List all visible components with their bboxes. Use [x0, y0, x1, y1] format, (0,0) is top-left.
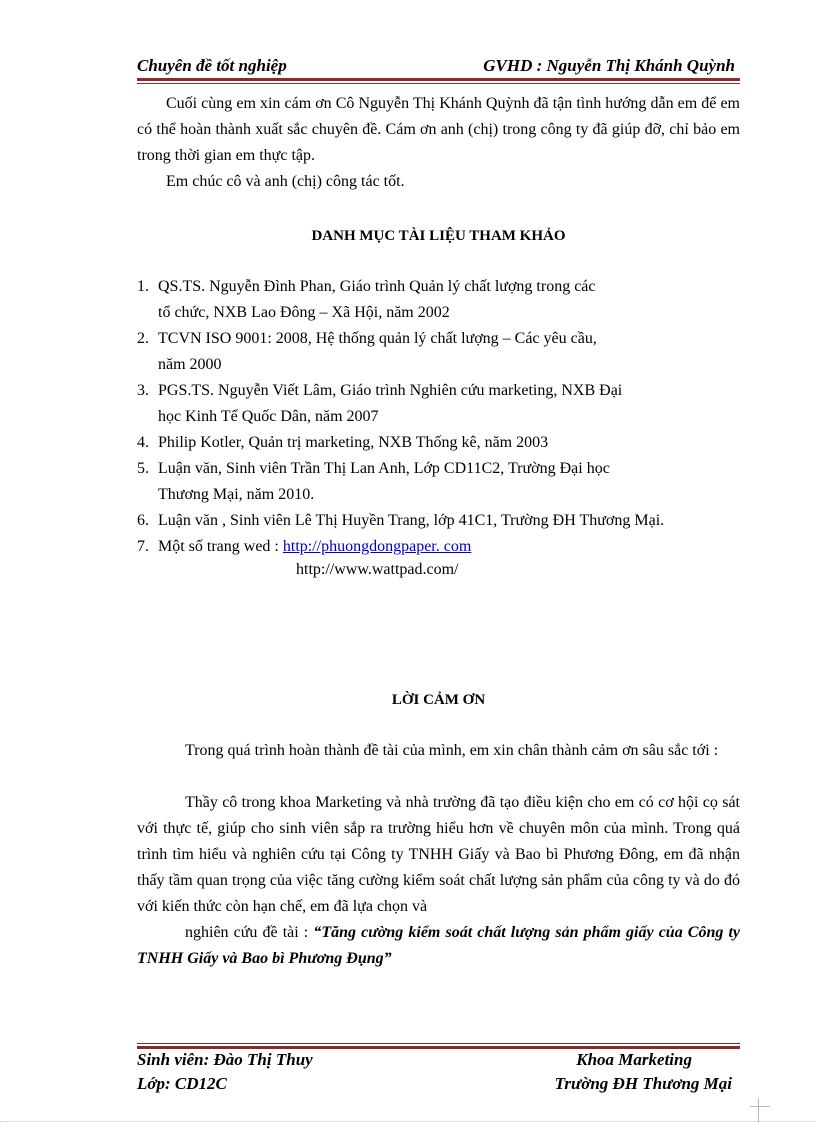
thanks-paragraph-3: nghiên cứu đề tài : “Tăng cường kiểm soát chất lượng sản phẩm giấy của Công ty TNHH Giấy và Bao bì Phương Đụng” [137, 924, 740, 967]
header-rule-thick [137, 78, 740, 81]
header-right: GVHD : Nguyễn Thị Khánh Quỳnh [483, 56, 735, 75]
website-link[interactable]: http://phuongdongpaper. com [282, 538, 472, 555]
reference-item: 5. Luận văn, Sinh viên Trần Thị Lan Anh, Lớp CD11C2, Trường Đại học Thương Mại, năm 2010. [137, 460, 610, 503]
reference-item: 1. QS.TS. Nguyễn Đình Phan, Giáo trình Quản lý chất lượng trong các tổ chức, NXB Lao Đông – Xã Hội, năm 2002 [137, 278, 596, 321]
footer-faculty: Khoa Marketing [576, 1050, 692, 1069]
reference-item: 6. Luận văn , Sinh viên Lê Thị Huyền Trang, lớp 41C1, Trường ĐH Thương Mại. [137, 512, 665, 529]
footer-school: Trường ĐH Thương Mại [554, 1074, 732, 1093]
intro-paragraph-1: Cuối cùng em xin cám ơn Cô Nguyễn Thị Khánh Quỳnh đã tận tình hướng dẫn em để em có thể hoàn thành xuất sắc chuyên đề. Cám ơn anh (chị) trong công ty đã giúp đỡ, chỉ bảo em trong thời gian em thực tập. [137, 95, 740, 164]
page-header [137, 54, 737, 80]
page-bottom-border [0, 1121, 816, 1122]
reference-item: 7. Một số trang wed : http://phuongdongpaper. com [137, 538, 472, 555]
page-corner-mark [750, 1106, 770, 1107]
page-corner-mark [758, 1098, 759, 1122]
header-left: Chuyên đề tốt nghiệp [137, 56, 287, 75]
reference-item: 3. PGS.TS. Nguyễn Viết Lâm, Giáo trình Nghiên cứu marketing, NXB Đại học Kinh Tế Quốc Dân, năm 2007 [137, 382, 623, 425]
reference-item: 2. TCVN ISO 9001: 2008, Hệ thống quản lý chất lượng – Các yêu cầu, năm 2000 [137, 330, 597, 373]
thanks-title: LỜI CẢM ƠN [391, 692, 486, 708]
footer-rule-thick [137, 1046, 740, 1049]
reference-list [137, 274, 747, 560]
reference-item: 4. Philip Kotler, Quản trị marketing, NXB Thống kê, năm 2003 [137, 434, 549, 451]
footer-rule-thin [137, 1043, 740, 1044]
references-title: DANH MỤC TÀI LIỆU THAM KHẢO [311, 228, 566, 244]
header-rule-thin [137, 83, 740, 84]
footer-student: Sinh viên: Đào Thị Thuy [137, 1050, 313, 1069]
footer-class: Lớp: CD12C [137, 1074, 227, 1093]
thanks-paragraph-1: Trong quá trình hoàn thành đề tài của mình, em xin chân thành cảm ơn sâu sắc tới : [185, 742, 719, 759]
thesis-title: “Tăng cường kiểm soát chất lượng sản phẩm giấy của Công ty TNHH Giấy và Bao bì Phương Đụng” [137, 924, 740, 967]
thanks-paragraph-2: Thầy cô trong khoa Marketing và nhà trường đã tạo điều kiện cho em có cơ hội cọ sát với thực tế, giúp cho sinh viên sắp ra trường hiểu hơn về chuyên môn của mình. Trong quá trình tìm hiểu và nghiên cứu tại Công ty TNHH Giấy và Bao bì Phương Đông, em đã nhận thấy tầm quan trọng của việc tăng cường kiểm soát chất lượng sản phẩm của công ty và do đó với kiến thức còn hạn chế, em đã lựa chọn và [137, 794, 740, 915]
intro-paragraph-2: Em chúc cô và anh (chị) công tác tốt. [166, 173, 405, 190]
website-url-2: http://www.wattpad.com/ [296, 561, 459, 578]
